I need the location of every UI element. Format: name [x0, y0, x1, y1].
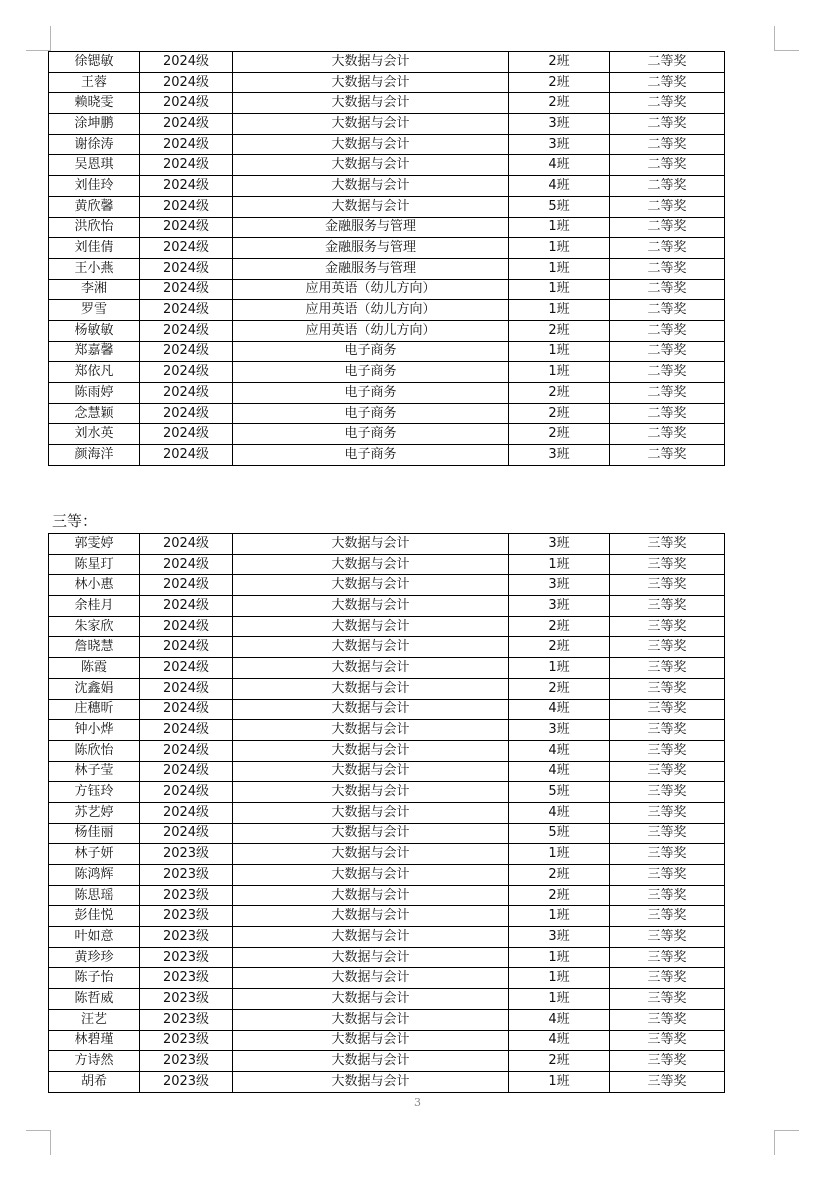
major-cell: 大数据与会计 — [233, 1071, 509, 1092]
prize-cell: 三等奖 — [610, 761, 725, 782]
class-cell: 3班 — [509, 927, 610, 948]
major-cell: 大数据与会计 — [233, 720, 509, 741]
grade-cell: 2024级 — [140, 362, 233, 383]
student-name-cell: 林子妍 — [49, 844, 140, 865]
class-cell: 5班 — [509, 823, 610, 844]
major-cell: 大数据与会计 — [233, 134, 509, 155]
prize-cell: 三等奖 — [610, 637, 725, 658]
student-name-cell: 陈哲威 — [49, 989, 140, 1010]
grade-cell: 2024级 — [140, 320, 233, 341]
major-cell: 大数据与会计 — [233, 72, 509, 93]
class-cell: 5班 — [509, 782, 610, 803]
table-row — [49, 637, 725, 658]
class-cell: 1班 — [509, 658, 610, 679]
student-name-cell: 林小惠 — [49, 575, 140, 596]
table-row — [49, 1051, 725, 1072]
table-row — [49, 699, 725, 720]
table-row — [49, 114, 725, 135]
student-name-cell: 杨敏敏 — [49, 320, 140, 341]
class-cell: 1班 — [509, 279, 610, 300]
prize-cell: 三等奖 — [610, 534, 725, 555]
major-cell: 大数据与会计 — [233, 885, 509, 906]
grade-cell: 2024级 — [140, 658, 233, 679]
grade-cell: 2024级 — [140, 637, 233, 658]
table-row — [49, 989, 725, 1010]
table-row — [49, 720, 725, 741]
student-name-cell: 赖晓雯 — [49, 93, 140, 114]
prize-cell: 三等奖 — [610, 947, 725, 968]
crop-mark-bottom-left — [26, 1130, 51, 1155]
major-cell: 电子商务 — [233, 403, 509, 424]
prize-cell: 三等奖 — [610, 782, 725, 803]
student-name-cell: 林子莹 — [49, 761, 140, 782]
class-cell: 3班 — [509, 534, 610, 555]
prize-cell: 三等奖 — [610, 596, 725, 617]
student-name-cell: 陈思瑶 — [49, 885, 140, 906]
table-row — [49, 596, 725, 617]
prize-cell: 二等奖 — [610, 403, 725, 424]
class-cell: 3班 — [509, 445, 610, 466]
student-name-cell: 方诗然 — [49, 1051, 140, 1072]
table-row — [49, 782, 725, 803]
student-name-cell: 詹晓慧 — [49, 637, 140, 658]
table-row — [49, 1030, 725, 1051]
prize-cell: 三等奖 — [610, 1071, 725, 1092]
grade-cell: 2023级 — [140, 906, 233, 927]
prize-cell: 三等奖 — [610, 989, 725, 1010]
student-name-cell: 洪欣怡 — [49, 217, 140, 238]
prize-cell: 三等奖 — [610, 554, 725, 575]
table-row — [49, 927, 725, 948]
major-cell: 大数据与会计 — [233, 782, 509, 803]
major-cell: 大数据与会计 — [233, 865, 509, 886]
major-cell: 大数据与会计 — [233, 155, 509, 176]
major-cell: 电子商务 — [233, 362, 509, 383]
prize-cell: 三等奖 — [610, 575, 725, 596]
table-row — [49, 238, 725, 259]
table-row — [49, 761, 725, 782]
grade-cell: 2024级 — [140, 383, 233, 404]
major-cell: 电子商务 — [233, 383, 509, 404]
grade-cell: 2023级 — [140, 1009, 233, 1030]
major-cell: 大数据与会计 — [233, 740, 509, 761]
grade-cell: 2024级 — [140, 699, 233, 720]
table-row — [49, 217, 725, 238]
prize-cell: 二等奖 — [610, 424, 725, 445]
major-cell: 大数据与会计 — [233, 906, 509, 927]
table-row — [49, 72, 725, 93]
prize-cell: 二等奖 — [610, 383, 725, 404]
major-cell: 大数据与会计 — [233, 196, 509, 217]
prize-cell: 三等奖 — [610, 616, 725, 637]
major-cell: 金融服务与管理 — [233, 217, 509, 238]
student-name-cell: 陈雨婷 — [49, 383, 140, 404]
class-cell: 2班 — [509, 72, 610, 93]
table-row — [49, 968, 725, 989]
table-row — [49, 885, 725, 906]
table-row — [49, 658, 725, 679]
class-cell: 2班 — [509, 93, 610, 114]
grade-cell: 2024级 — [140, 134, 233, 155]
student-name-cell: 庄穗昕 — [49, 699, 140, 720]
prize-cell: 二等奖 — [610, 72, 725, 93]
major-cell: 大数据与会计 — [233, 554, 509, 575]
student-name-cell: 苏艺婷 — [49, 802, 140, 823]
grade-cell: 2024级 — [140, 445, 233, 466]
major-cell: 电子商务 — [233, 341, 509, 362]
crop-mark-bottom-right — [774, 1130, 799, 1155]
class-cell: 2班 — [509, 320, 610, 341]
table-row — [49, 279, 725, 300]
table-row — [49, 1071, 725, 1092]
student-name-cell: 吴恩琪 — [49, 155, 140, 176]
major-cell: 应用英语（幼儿方向） — [233, 300, 509, 321]
table-row — [49, 320, 725, 341]
prize-cell: 三等奖 — [610, 844, 725, 865]
grade-cell: 2023级 — [140, 927, 233, 948]
student-name-cell: 余桂月 — [49, 596, 140, 617]
major-cell: 应用英语（幼儿方向） — [233, 320, 509, 341]
class-cell: 1班 — [509, 989, 610, 1010]
class-cell: 2班 — [509, 616, 610, 637]
major-cell: 大数据与会计 — [233, 534, 509, 555]
class-cell: 2班 — [509, 424, 610, 445]
class-cell: 1班 — [509, 217, 610, 238]
student-name-cell: 胡希 — [49, 1071, 140, 1092]
table-row — [49, 575, 725, 596]
major-cell: 大数据与会计 — [233, 616, 509, 637]
student-name-cell: 彭佳悦 — [49, 906, 140, 927]
student-name-cell: 郭雯婷 — [49, 534, 140, 555]
grade-cell: 2023级 — [140, 885, 233, 906]
third-prize-table-body — [49, 534, 725, 1093]
student-name-cell: 谢徐涛 — [49, 134, 140, 155]
student-name-cell: 陈霞 — [49, 658, 140, 679]
grade-cell: 2024级 — [140, 258, 233, 279]
grade-cell: 2024级 — [140, 279, 233, 300]
table-row — [49, 534, 725, 555]
major-cell: 金融服务与管理 — [233, 238, 509, 259]
grade-cell: 2024级 — [140, 596, 233, 617]
major-cell: 大数据与会计 — [233, 761, 509, 782]
table-row — [49, 947, 725, 968]
table-row — [49, 823, 725, 844]
student-name-cell: 郑依凡 — [49, 362, 140, 383]
student-name-cell: 刘佳玲 — [49, 176, 140, 197]
table-row — [49, 802, 725, 823]
major-cell: 电子商务 — [233, 445, 509, 466]
student-name-cell: 叶如意 — [49, 927, 140, 948]
major-cell: 大数据与会计 — [233, 596, 509, 617]
table-row — [49, 155, 725, 176]
table-row — [49, 403, 725, 424]
table-row — [49, 740, 725, 761]
class-cell: 1班 — [509, 554, 610, 575]
major-cell: 大数据与会计 — [233, 637, 509, 658]
prize-cell: 二等奖 — [610, 320, 725, 341]
grade-cell: 2024级 — [140, 720, 233, 741]
grade-cell: 2024级 — [140, 782, 233, 803]
class-cell: 1班 — [509, 1071, 610, 1092]
class-cell: 3班 — [509, 596, 610, 617]
grade-cell: 2024级 — [140, 72, 233, 93]
class-cell: 1班 — [509, 341, 610, 362]
prize-cell: 二等奖 — [610, 217, 725, 238]
prize-cell: 二等奖 — [610, 445, 725, 466]
class-cell: 4班 — [509, 1009, 610, 1030]
major-cell: 大数据与会计 — [233, 678, 509, 699]
major-cell: 大数据与会计 — [233, 823, 509, 844]
student-name-cell: 念慧颖 — [49, 403, 140, 424]
prize-cell: 二等奖 — [610, 362, 725, 383]
prize-cell: 三等奖 — [610, 1009, 725, 1030]
table-row — [49, 93, 725, 114]
prize-cell: 三等奖 — [610, 658, 725, 679]
table-row — [49, 445, 725, 466]
class-cell: 1班 — [509, 362, 610, 383]
class-cell: 1班 — [509, 258, 610, 279]
table-row — [49, 300, 725, 321]
prize-cell: 二等奖 — [610, 238, 725, 259]
prize-cell: 三等奖 — [610, 720, 725, 741]
grade-cell: 2024级 — [140, 155, 233, 176]
major-cell: 大数据与会计 — [233, 93, 509, 114]
class-cell: 4班 — [509, 155, 610, 176]
grade-cell: 2024级 — [140, 114, 233, 135]
table-row — [49, 341, 725, 362]
third-prize-table — [48, 533, 725, 1093]
prize-cell: 二等奖 — [610, 196, 725, 217]
student-name-cell: 陈鸿辉 — [49, 865, 140, 886]
grade-cell: 2023级 — [140, 1030, 233, 1051]
prize-cell: 二等奖 — [610, 134, 725, 155]
class-cell: 4班 — [509, 740, 610, 761]
grade-cell: 2024级 — [140, 93, 233, 114]
class-cell: 1班 — [509, 300, 610, 321]
prize-cell: 二等奖 — [610, 93, 725, 114]
grade-cell: 2024级 — [140, 575, 233, 596]
major-cell: 大数据与会计 — [233, 844, 509, 865]
class-cell: 2班 — [509, 885, 610, 906]
class-cell: 4班 — [509, 1030, 610, 1051]
grade-cell: 2024级 — [140, 217, 233, 238]
table-row — [49, 134, 725, 155]
student-name-cell: 陈星玎 — [49, 554, 140, 575]
class-cell: 3班 — [509, 575, 610, 596]
student-name-cell: 林碧瑾 — [49, 1030, 140, 1051]
class-cell: 4班 — [509, 176, 610, 197]
major-cell: 电子商务 — [233, 424, 509, 445]
page-number: 3 — [414, 1096, 421, 1109]
table-row — [49, 52, 725, 73]
table-row — [49, 258, 725, 279]
major-cell: 金融服务与管理 — [233, 258, 509, 279]
class-cell: 4班 — [509, 761, 610, 782]
major-cell: 大数据与会计 — [233, 1030, 509, 1051]
prize-cell: 二等奖 — [610, 279, 725, 300]
prize-cell: 三等奖 — [610, 865, 725, 886]
grade-cell: 2024级 — [140, 424, 233, 445]
student-name-cell: 刘水英 — [49, 424, 140, 445]
major-cell: 大数据与会计 — [233, 575, 509, 596]
table-row — [49, 196, 725, 217]
major-cell: 大数据与会计 — [233, 176, 509, 197]
grade-cell: 2023级 — [140, 844, 233, 865]
prize-cell: 三等奖 — [610, 1030, 725, 1051]
class-cell: 4班 — [509, 802, 610, 823]
major-cell: 大数据与会计 — [233, 114, 509, 135]
class-cell: 1班 — [509, 906, 610, 927]
major-cell: 大数据与会计 — [233, 947, 509, 968]
student-name-cell: 罗雪 — [49, 300, 140, 321]
prize-cell: 二等奖 — [610, 258, 725, 279]
table-row — [49, 865, 725, 886]
table-row — [49, 844, 725, 865]
class-cell: 2班 — [509, 678, 610, 699]
major-cell: 大数据与会计 — [233, 658, 509, 679]
student-name-cell: 陈欣怡 — [49, 740, 140, 761]
grade-cell: 2024级 — [140, 616, 233, 637]
student-name-cell: 颜海洋 — [49, 445, 140, 466]
class-cell: 1班 — [509, 238, 610, 259]
grade-cell: 2024级 — [140, 740, 233, 761]
prize-cell: 二等奖 — [610, 176, 725, 197]
prize-cell: 三等奖 — [610, 823, 725, 844]
prize-cell: 二等奖 — [610, 300, 725, 321]
class-cell: 2班 — [509, 865, 610, 886]
table-row — [49, 616, 725, 637]
class-cell: 1班 — [509, 968, 610, 989]
table-row — [49, 554, 725, 575]
prize-cell: 二等奖 — [610, 52, 725, 73]
grade-cell: 2024级 — [140, 761, 233, 782]
grade-cell: 2023级 — [140, 865, 233, 886]
grade-cell: 2023级 — [140, 947, 233, 968]
class-cell: 5班 — [509, 196, 610, 217]
major-cell: 大数据与会计 — [233, 1009, 509, 1030]
grade-cell: 2024级 — [140, 341, 233, 362]
student-name-cell: 杨佳丽 — [49, 823, 140, 844]
third-prize-heading: 三等： — [52, 512, 98, 530]
table-row — [49, 176, 725, 197]
class-cell: 4班 — [509, 699, 610, 720]
student-name-cell: 王小燕 — [49, 258, 140, 279]
prize-cell: 二等奖 — [610, 341, 725, 362]
second-prize-table-body — [49, 52, 725, 466]
table-row — [49, 424, 725, 445]
prize-cell: 三等奖 — [610, 968, 725, 989]
class-cell: 3班 — [509, 720, 610, 741]
prize-cell: 三等奖 — [610, 885, 725, 906]
prize-cell: 二等奖 — [610, 114, 725, 135]
student-name-cell: 黄珍珍 — [49, 947, 140, 968]
grade-cell: 2024级 — [140, 176, 233, 197]
class-cell: 2班 — [509, 52, 610, 73]
prize-cell: 三等奖 — [610, 1051, 725, 1072]
prize-cell: 三等奖 — [610, 740, 725, 761]
second-prize-table — [48, 51, 725, 466]
major-cell: 应用英语（幼儿方向） — [233, 279, 509, 300]
grade-cell: 2024级 — [140, 238, 233, 259]
major-cell: 大数据与会计 — [233, 802, 509, 823]
prize-cell: 三等奖 — [610, 802, 725, 823]
major-cell: 大数据与会计 — [233, 1051, 509, 1072]
class-cell: 2班 — [509, 403, 610, 424]
student-name-cell: 刘佳倩 — [49, 238, 140, 259]
grade-cell: 2023级 — [140, 989, 233, 1010]
grade-cell: 2024级 — [140, 300, 233, 321]
student-name-cell: 黄欣馨 — [49, 196, 140, 217]
class-cell: 2班 — [509, 1051, 610, 1072]
student-name-cell: 沈鑫娟 — [49, 678, 140, 699]
major-cell: 大数据与会计 — [233, 52, 509, 73]
student-name-cell: 王蓉 — [49, 72, 140, 93]
class-cell: 2班 — [509, 383, 610, 404]
crop-mark-top-left — [26, 26, 51, 51]
student-name-cell: 汪艺 — [49, 1009, 140, 1030]
class-cell: 1班 — [509, 947, 610, 968]
grade-cell: 2024级 — [140, 823, 233, 844]
grade-cell: 2024级 — [140, 554, 233, 575]
grade-cell: 2024级 — [140, 534, 233, 555]
student-name-cell: 陈子怡 — [49, 968, 140, 989]
table-row — [49, 678, 725, 699]
major-cell: 大数据与会计 — [233, 989, 509, 1010]
student-name-cell: 方钰玲 — [49, 782, 140, 803]
student-name-cell: 徐锶敏 — [49, 52, 140, 73]
prize-cell: 三等奖 — [610, 699, 725, 720]
prize-cell: 二等奖 — [610, 155, 725, 176]
major-cell: 大数据与会计 — [233, 927, 509, 948]
grade-cell: 2024级 — [140, 678, 233, 699]
prize-cell: 三等奖 — [610, 906, 725, 927]
class-cell: 3班 — [509, 134, 610, 155]
class-cell: 1班 — [509, 844, 610, 865]
major-cell: 大数据与会计 — [233, 968, 509, 989]
major-cell: 大数据与会计 — [233, 699, 509, 720]
grade-cell: 2023级 — [140, 1071, 233, 1092]
class-cell: 2班 — [509, 637, 610, 658]
prize-cell: 三等奖 — [610, 927, 725, 948]
table-row — [49, 906, 725, 927]
grade-cell: 2023级 — [140, 968, 233, 989]
grade-cell: 2024级 — [140, 52, 233, 73]
grade-cell: 2024级 — [140, 403, 233, 424]
grade-cell: 2023级 — [140, 1051, 233, 1072]
student-name-cell: 涂坤鹏 — [49, 114, 140, 135]
student-name-cell: 郑嘉馨 — [49, 341, 140, 362]
student-name-cell: 李湘 — [49, 279, 140, 300]
student-name-cell: 钟小烨 — [49, 720, 140, 741]
table-row — [49, 1009, 725, 1030]
grade-cell: 2024级 — [140, 802, 233, 823]
table-row — [49, 362, 725, 383]
grade-cell: 2024级 — [140, 196, 233, 217]
prize-cell: 三等奖 — [610, 678, 725, 699]
class-cell: 3班 — [509, 114, 610, 135]
student-name-cell: 朱家欣 — [49, 616, 140, 637]
crop-mark-top-right — [774, 26, 799, 51]
table-row — [49, 383, 725, 404]
